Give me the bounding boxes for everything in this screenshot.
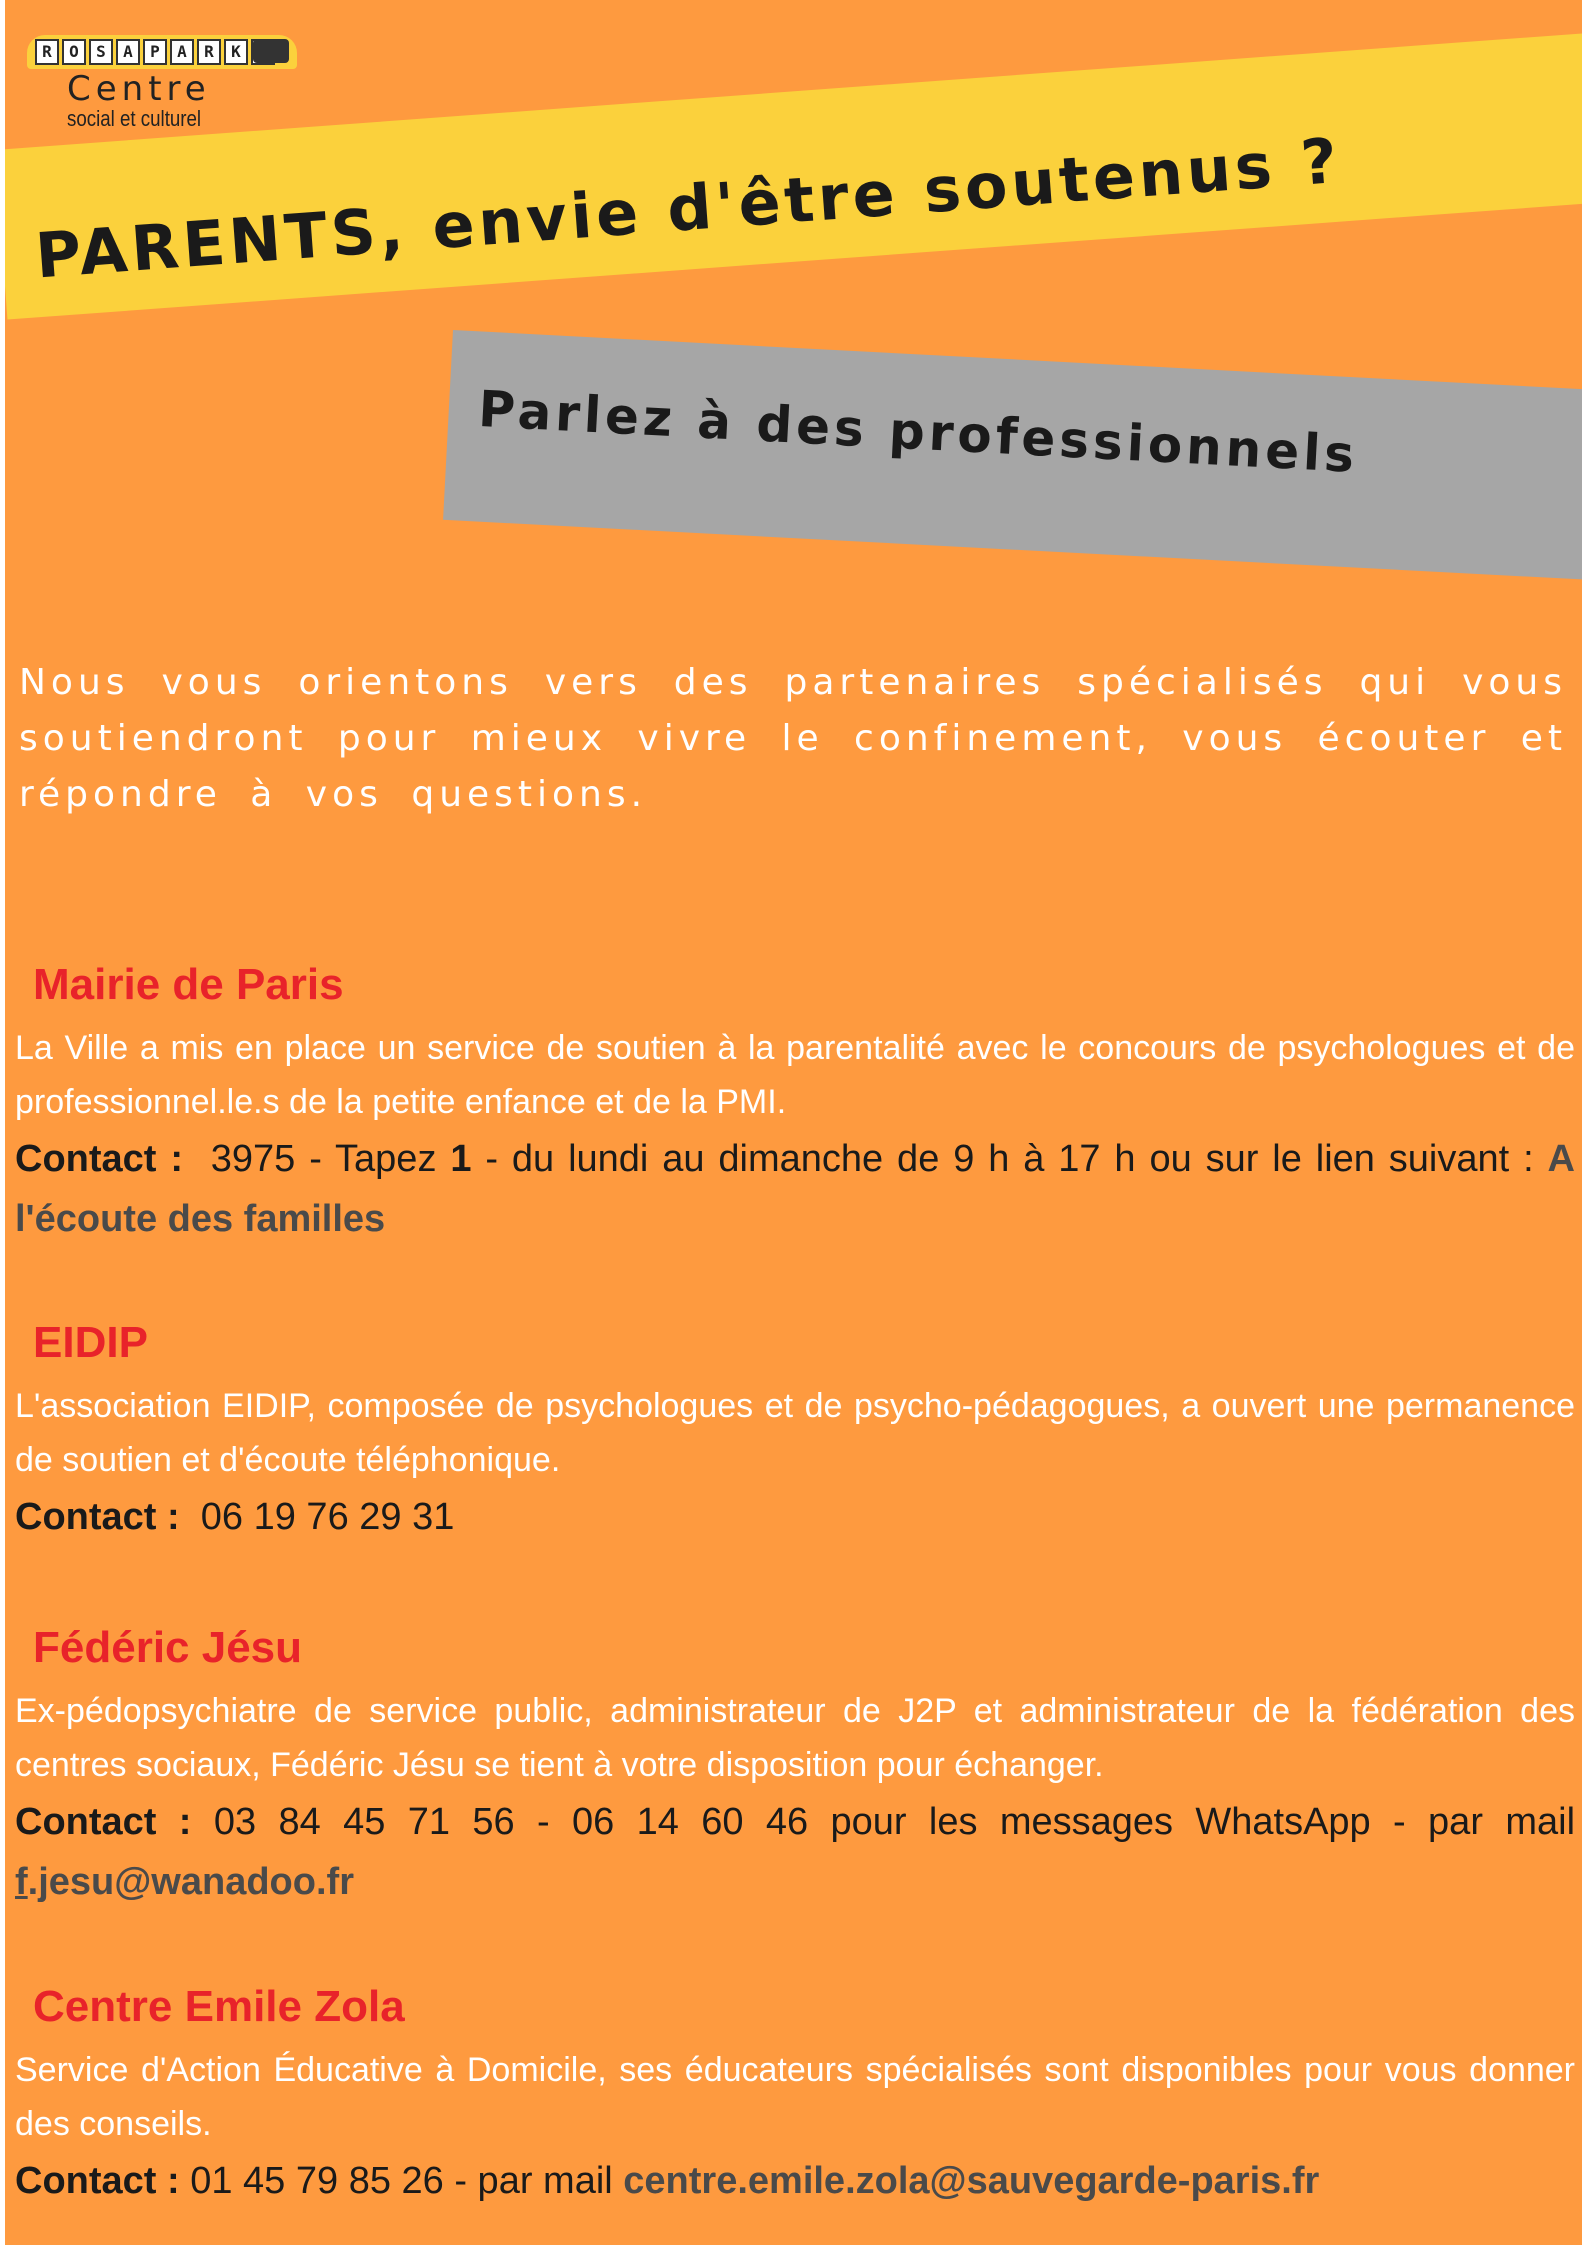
- flyer-page: [5, 0, 1582, 2245]
- logo-subtitle: social et culturel: [67, 106, 202, 131]
- logo-letter: A: [116, 39, 140, 65]
- contact-text: 3975 - Tapez: [210, 1138, 437, 1180]
- page-title: PARENTS, envie d'être soutenus ?: [33, 123, 1344, 293]
- logo-letter: R: [197, 39, 221, 65]
- section-description: L'association EIDIP, composée de psychologues et de psycho-pédagogues, a ouvert une permanence de soutien et d'écoute téléphonique.: [15, 1387, 1575, 1479]
- logo-letter: S: [89, 39, 113, 65]
- contact-email-first-letter: f: [15, 1861, 28, 1903]
- logo-letter: R: [35, 39, 59, 65]
- section-contact: [15, 1129, 1575, 1249]
- logo-letter: P: [143, 39, 167, 65]
- logo-letter: O: [62, 39, 86, 65]
- contact-text: 03 84 45 71 56 - 06 14 60 46 pour les messages WhatsApp - par mail: [213, 1801, 1576, 1843]
- contact-text: 06 19 76 29 31: [200, 1496, 455, 1538]
- contact-label: Contact :: [15, 1801, 192, 1843]
- section-description: La Ville a mis en place un service de soutien à la parentalité avec le concours de psychologues et de professionnel.le.s de la petite enfance et de la PMI.: [15, 1029, 1575, 1121]
- contact-text: 01 45 79 85 26 - par mail: [190, 2160, 613, 2202]
- logo-letter: A: [170, 39, 194, 65]
- section-description: Ex-pédopsychiatre de service public, administrateur de J2P et administrateur de la fédération des centres sociaux, Fédéric Jésu se tient à votre disposition pour échanger.: [15, 1692, 1575, 1784]
- section-title: Fédéric Jésu: [33, 1623, 303, 1672]
- logo-centre-text: Centre: [67, 69, 211, 109]
- page-subtitle: Parlez à des professionnels: [476, 380, 1360, 485]
- contact-email-link[interactable]: centre.emile.zola@sauvegarde-paris.fr: [623, 2160, 1320, 2202]
- contact-label: Contact :: [15, 1496, 180, 1538]
- section-contact: [15, 1792, 1575, 1912]
- bus-window-icon: [253, 39, 289, 63]
- contact-email-rest: .jesu@wanadoo.fr: [27, 1861, 354, 1903]
- contact-bold: 1: [450, 1138, 472, 1180]
- contact-email-link[interactable]: [15, 1861, 354, 1903]
- contact-text-2: - du lundi au dimanche de 9 h à 17 h ou sur le lien suivant :: [485, 1138, 1534, 1180]
- logo-letters: [35, 39, 275, 65]
- section-title: Mairie de Paris: [33, 960, 344, 1009]
- section-contact: [15, 1487, 1575, 1547]
- section-federic-jesu: [15, 1618, 1575, 1912]
- section-title: EIDIP: [33, 1318, 148, 1367]
- section-contact: [15, 2151, 1575, 2211]
- intro-text: Nous vous orientons vers des partenaires spécialisés qui vous soutiendront pour mieux vivre le confinement, vous écouter et répondre à vos questions.: [19, 662, 1567, 815]
- section-title: Centre Emile Zola: [33, 1982, 405, 2031]
- contact-label: Contact :: [15, 1138, 183, 1180]
- contact-link[interactable]: A l'écoute des familles: [15, 1138, 1575, 1240]
- contact-label: Contact :: [15, 2160, 180, 2202]
- logo-letter: K: [224, 39, 248, 65]
- section-centre-emile-zola: [15, 1977, 1575, 2211]
- section-mairie-de-paris: [15, 955, 1575, 1249]
- section-description: Service d'Action Éducative à Domicile, ses éducateurs spécialisés sont disponibles pour vous donner des conseils.: [15, 2051, 1575, 2143]
- bus-icon: [27, 35, 297, 69]
- section-eidip: [15, 1313, 1575, 1547]
